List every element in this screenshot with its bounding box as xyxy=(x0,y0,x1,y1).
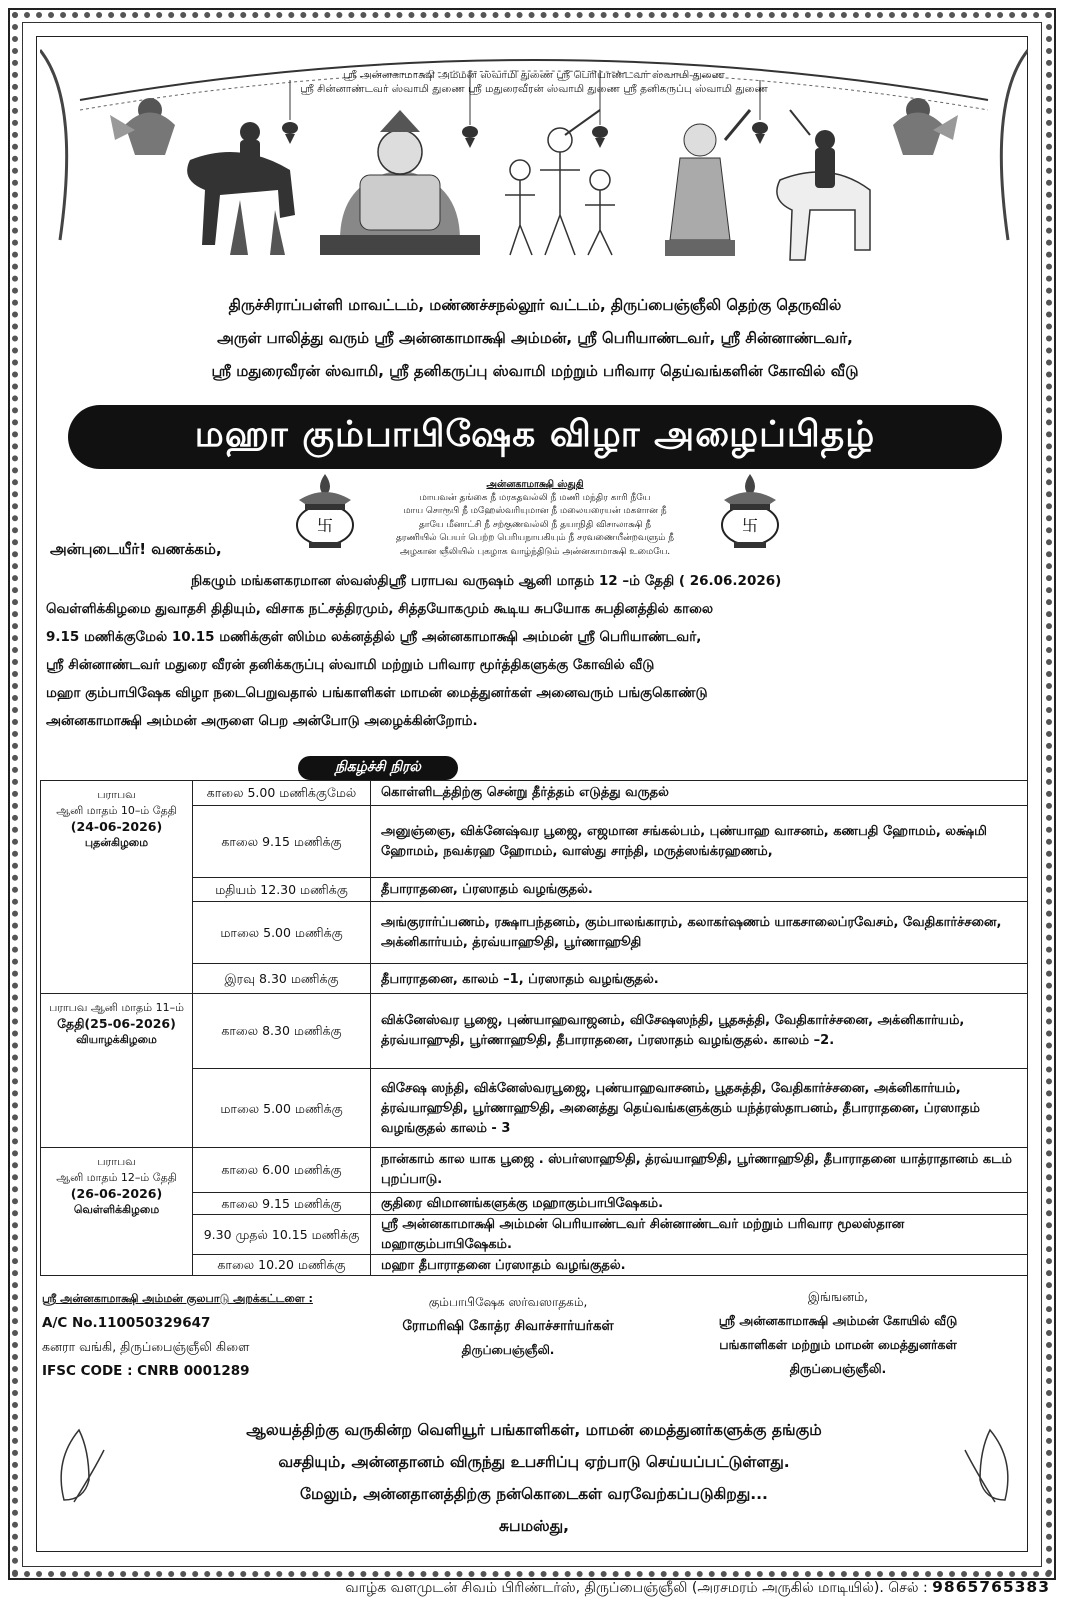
day-2-label: பராபவ ஆனி மாதம் 11–ம் தேதி(25-06-2026) வியாழக்கிழமை xyxy=(41,994,193,1147)
priest-block xyxy=(388,1290,628,1362)
blessing-line-1: ஸ்ரீ அன்னகாமாக்ஷி அம்மன் ஸ்வாமி துணை ஸ்ரீ பெரியாண்டவர் ஸ்வாமி துணை xyxy=(343,69,725,81)
printer-credit xyxy=(20,1578,1050,1598)
stuthi-line: தாயே மீனாட்சி நீ சற்குணவல்லி நீ தயாநிதி விசாலாக்ஷி நீ xyxy=(418,519,652,530)
invitation-line-4: ஸ்ரீ சின்னாண்டவர் மதுரை வீரன் தனிக்கருப்பு ஸ்வாமி மற்றும் பரிவார மூர்த்திகளுக்கு கோவில் வீடு xyxy=(46,657,655,673)
stuthi-line: அழகான ஞீலியில் புகழாக வாழ்ந்திடும் அன்னகாமாக்ஷி உமையே. xyxy=(399,546,671,557)
invitation-line-1: நிகழும் மங்களகரமான ஸ்வஸ்திஸ்ரீ பராபவ வருஷம் ஆனி மாதம் 12 –ம் தேதி ( 26.06.2026) xyxy=(191,573,782,589)
intro-line-3: ஸ்ரீ மதுரைவீரன் ஸ்வாமி, ஸ்ரீ தனிகருப்பு ஸ்வாமி மற்றும் பரிவார தெய்வங்களின் கோவில் வீடு xyxy=(211,362,859,380)
table-row: காலை 6.00 மணிக்கு நான்காம் கால யாக பூஜை . ஸ்பர்ஸாஹூதி, த்ரவ்யாஹூதி, பூர்ணாஹூதி, தீபாராதனை யாத்ராதானம் கடம் புறப்பாடு. xyxy=(193,1148,1027,1192)
table-row: மாலை 5.00 மணிக்கு விசேஷ ஸந்தி, விக்னேஸ்வரபூஜை, புண்யாஹவாசனம், பூதசுத்தி, வேதிகார்ச்சனை, அக்னிகார்யம், த்ரவ்யாஹூதி, பூர்ணாஹூதி, அனைத்து தெய்வங்களுக்கும் யந்த்ரஸ்தாபனம், தீபாராதனை, ப்ரஸாதம் வழங்குதல் காலம் - 3 xyxy=(193,1068,1027,1149)
blessing-line-2: ஸ்ரீ சின்னாண்டவர் ஸ்வாமி துணை ஸ்ரீ மதுரைவீரன் ஸ்வாமி துணை ஸ்ரீ தனிகருப்பு ஸ்வாமி துணை xyxy=(300,83,768,95)
schedule-day-3 xyxy=(41,1148,1027,1275)
priest-place: திருப்பைஞ்ஞீலி. xyxy=(461,1343,555,1357)
sign-line-2: பங்காளிகள் மற்றும் மாமன் மைத்துனர்கள் xyxy=(719,1337,957,1352)
schedule-day-2 xyxy=(41,994,1027,1148)
invitation-line-2: வெள்ளிக்கிழமை துவாதசி திதியும், விசாக நட்சத்திரமும், சித்தயோகமும் கூடிய சுபயோக சுபதினத்தில் காலை xyxy=(46,601,714,617)
signatory-block xyxy=(648,1285,1028,1381)
stuthi-line: மாய சொரூபி நீ மஹேஸ்வரியுமான நீ மலையரையன் மகளான நீ xyxy=(403,506,667,516)
table-row: மாலை 5.00 மணிக்கு அங்குரார்ப்பணம், ரக்ஷாபந்தனம், கும்பாலங்காரம், கலாகர்ஷணம் யாகசாலைப்ரவேசம், வேதிகார்ச்சனை, அக்னிகார்யம், த்ரவ்யாஹூதி, பூர்ணாஹூதி xyxy=(193,901,1027,964)
schedule-day-1 xyxy=(41,781,1027,994)
greeting: அன்புடையீர்! வணக்கம், xyxy=(50,540,222,558)
svg-text:卐: 卐 xyxy=(316,516,334,535)
schedule-table xyxy=(40,780,1028,1276)
stuthi-line: தரணியில் பெயர் பெற்ற பெரியநாயகியும் நீ சரவணையீன்றவளும் நீ xyxy=(395,533,675,543)
stuthi-block xyxy=(300,478,770,559)
priest-label: கும்பாபிஷேக ஸர்வஸாதகம், xyxy=(428,1295,588,1309)
svg-text:卐: 卐 xyxy=(741,516,759,535)
table-row: காலை 9.15 மணிக்கு அனுஞ்ஞை, விக்னேஷ்வர பூஜை, எஜமான சங்கல்பம், புண்யாஹ வாசனம், கணபதி ஹோமம், லக்ஷ்மி ஹோமம், நவக்ரஹ ஹோமம், வாஸ்து சாந்தி, மருத்ஸங்க்ரஹணம், xyxy=(193,805,1027,878)
bank-heading: ஸ்ரீ அன்னகாமாக்ஷி அம்மன் குலபாடு அறக்கட்டளை : xyxy=(42,1292,313,1305)
horse-rider-left-icon xyxy=(187,122,295,255)
stuthi-line: மாயவன் தங்கை நீ மரகதவல்லி நீ மணி மந்திர காரி நீயே xyxy=(419,492,651,503)
printer-phone: 9865765383 xyxy=(932,1578,1050,1596)
day-1-label: பராபவ ஆனி மாதம் 10–ம் தேதி (24-06-2026) புதன்கிழமை xyxy=(41,781,193,993)
invitation-title: மஹா கும்பாபிஷேக விழா அழைப்பிதழ் xyxy=(68,405,1002,469)
angel-left-icon xyxy=(110,98,175,155)
bank-details xyxy=(42,1287,382,1383)
invitation-line-5: மஹா கும்பாபிஷேக விழா நடைபெறுவதால் பங்காளிகள் மாமன் மைத்துனர்கள் அனைவரும் பங்குகொண்டு xyxy=(46,685,708,701)
day-3-label: பராபவ ஆனி மாதம் 12–ம் தேதி (26-06-2026) வெள்ளிக்கிழமை xyxy=(41,1148,193,1275)
sign-label: இங்ஙனம், xyxy=(807,1289,869,1304)
table-row: மதியம் 12.30 மணிக்கு தீபாராதனை, ப்ரஸாதம் வழங்குதல். xyxy=(193,877,1027,902)
stuthi-title: அன்னகாமாக்ஷி ஸ்துதி xyxy=(486,479,584,490)
priest-name: ரோமரிஷி கோத்ர சிவாச்சார்யர்கள் xyxy=(402,1318,614,1334)
ifsc-code: IFSC CODE : CNRB 0001289 xyxy=(42,1363,250,1379)
intro-line-2: அருள் பாலித்து வரும் ஸ்ரீ அன்னகாமாக்ஷி அம்மன், ஸ்ரீ பெரியாண்டவர், ஸ்ரீ சின்னாண்டவர், xyxy=(217,329,853,347)
bank-branch: கனரா வங்கி, திருப்பைஞ்ஞீலி கிளை xyxy=(42,1339,250,1354)
invitation-line-6: அன்னகாமாக்ஷி அம்மன் அருளை பெற அன்போடு அழைக்கின்றோம். xyxy=(46,713,478,729)
table-row: காலை 9.15 மணிக்கு குதிரை விமானங்களுக்கு மஹாகும்பாபிஷேகம். xyxy=(193,1192,1027,1215)
table-row: காலை 8.30 மணிக்கு விக்னேஸ்வர பூஜை, புண்யாஹவாஜனம், விசேஷஸந்தி, பூதசுத்தி, வேதிகார்ச்சனை, அக்னிகார்யம், த்ரவ்யாஹுதி, பூர்ணாஹூதி, தீபாராதனை, ப்ரஸாதம் வழங்குதல். காலம் –2. xyxy=(193,994,1027,1068)
horse-rider-right-icon xyxy=(777,110,870,260)
footer-line-1: ஆலயத்திற்கு வருகின்ற வெளியூர் பங்காளிகள், மாமன் மைத்துனர்களுக்கு தங்கும் xyxy=(246,1421,822,1439)
footer-line-3: மேலும், அன்னதானத்திற்கு நன்கொடைகள் வரவேற்கப்படுகிறது... xyxy=(300,1485,768,1503)
table-row: இரவு 8.30 மணிக்கு தீபாராதனை, காலம் –1, ப்ரஸாதம் வழங்குதல். xyxy=(193,963,1027,995)
footer-line-4: சுபமஸ்து, xyxy=(498,1517,570,1535)
table-row: காலை 5.00 மணிக்குமேல் கொள்ளிடத்திற்கு சென்று தீர்த்தம் எடுத்து வருதல் xyxy=(193,781,1027,805)
sign-place: திருப்பைஞ்ஞீலி. xyxy=(789,1361,887,1376)
table-row: காலை 10.20 மணிக்கு மஹா தீபாராதனை ப்ரஸாதம் வழங்குதல். xyxy=(193,1254,1027,1276)
account-number: A/C No.110050329647 xyxy=(42,1315,211,1331)
program-schedule-label: நிகழ்ச்சி நிரல் xyxy=(298,756,458,780)
printer-text: வாழ்க வளமுடன் சிவம் பிரிண்டர்ஸ், திருப்பைஞ்ஞீலி (அரசமரம் அருகில் மாடியில்). செல் : xyxy=(345,1580,928,1596)
footer-line-2: வசதியும், அன்னதானம் விருந்து உபசரிப்பு ஏற்பாடு செய்யப்பட்டுள்ளது. xyxy=(278,1453,790,1471)
goddess-annakamakshi-icon xyxy=(320,110,480,255)
angel-right-icon xyxy=(893,98,958,155)
invitation-line-3: 9.15 மணிக்குமேல் 10.15 மணிக்குள் ஸிம்ம லக்னத்தில் ஸ்ரீ அன்னகாமாக்ஷி அம்மன் ஸ்ரீ பெரியாண்டவர், xyxy=(46,629,702,645)
intro-line-1: திருச்சிராப்பள்ளி மாவட்டம், மண்ணச்சநல்லூர் வட்டம், திருப்பைஞ்ஞீலி தெற்கு தெருவில் xyxy=(228,296,842,314)
table-row: 9.30 முதல் 10.15 மணிக்கு ஸ்ரீ அன்னகாமாக்ஷி அம்மன் பெரியாண்டவர் சின்னாண்டவர் மற்றும் பரிவார மூலஸ்தான மஹாகும்பாபிஷேகம். xyxy=(193,1214,1027,1255)
sign-line-1: ஸ்ரீ அன்னகாமாக்ஷி அம்மன் கோயில் வீடு xyxy=(718,1313,958,1328)
warrior-standing-icon xyxy=(665,110,750,256)
